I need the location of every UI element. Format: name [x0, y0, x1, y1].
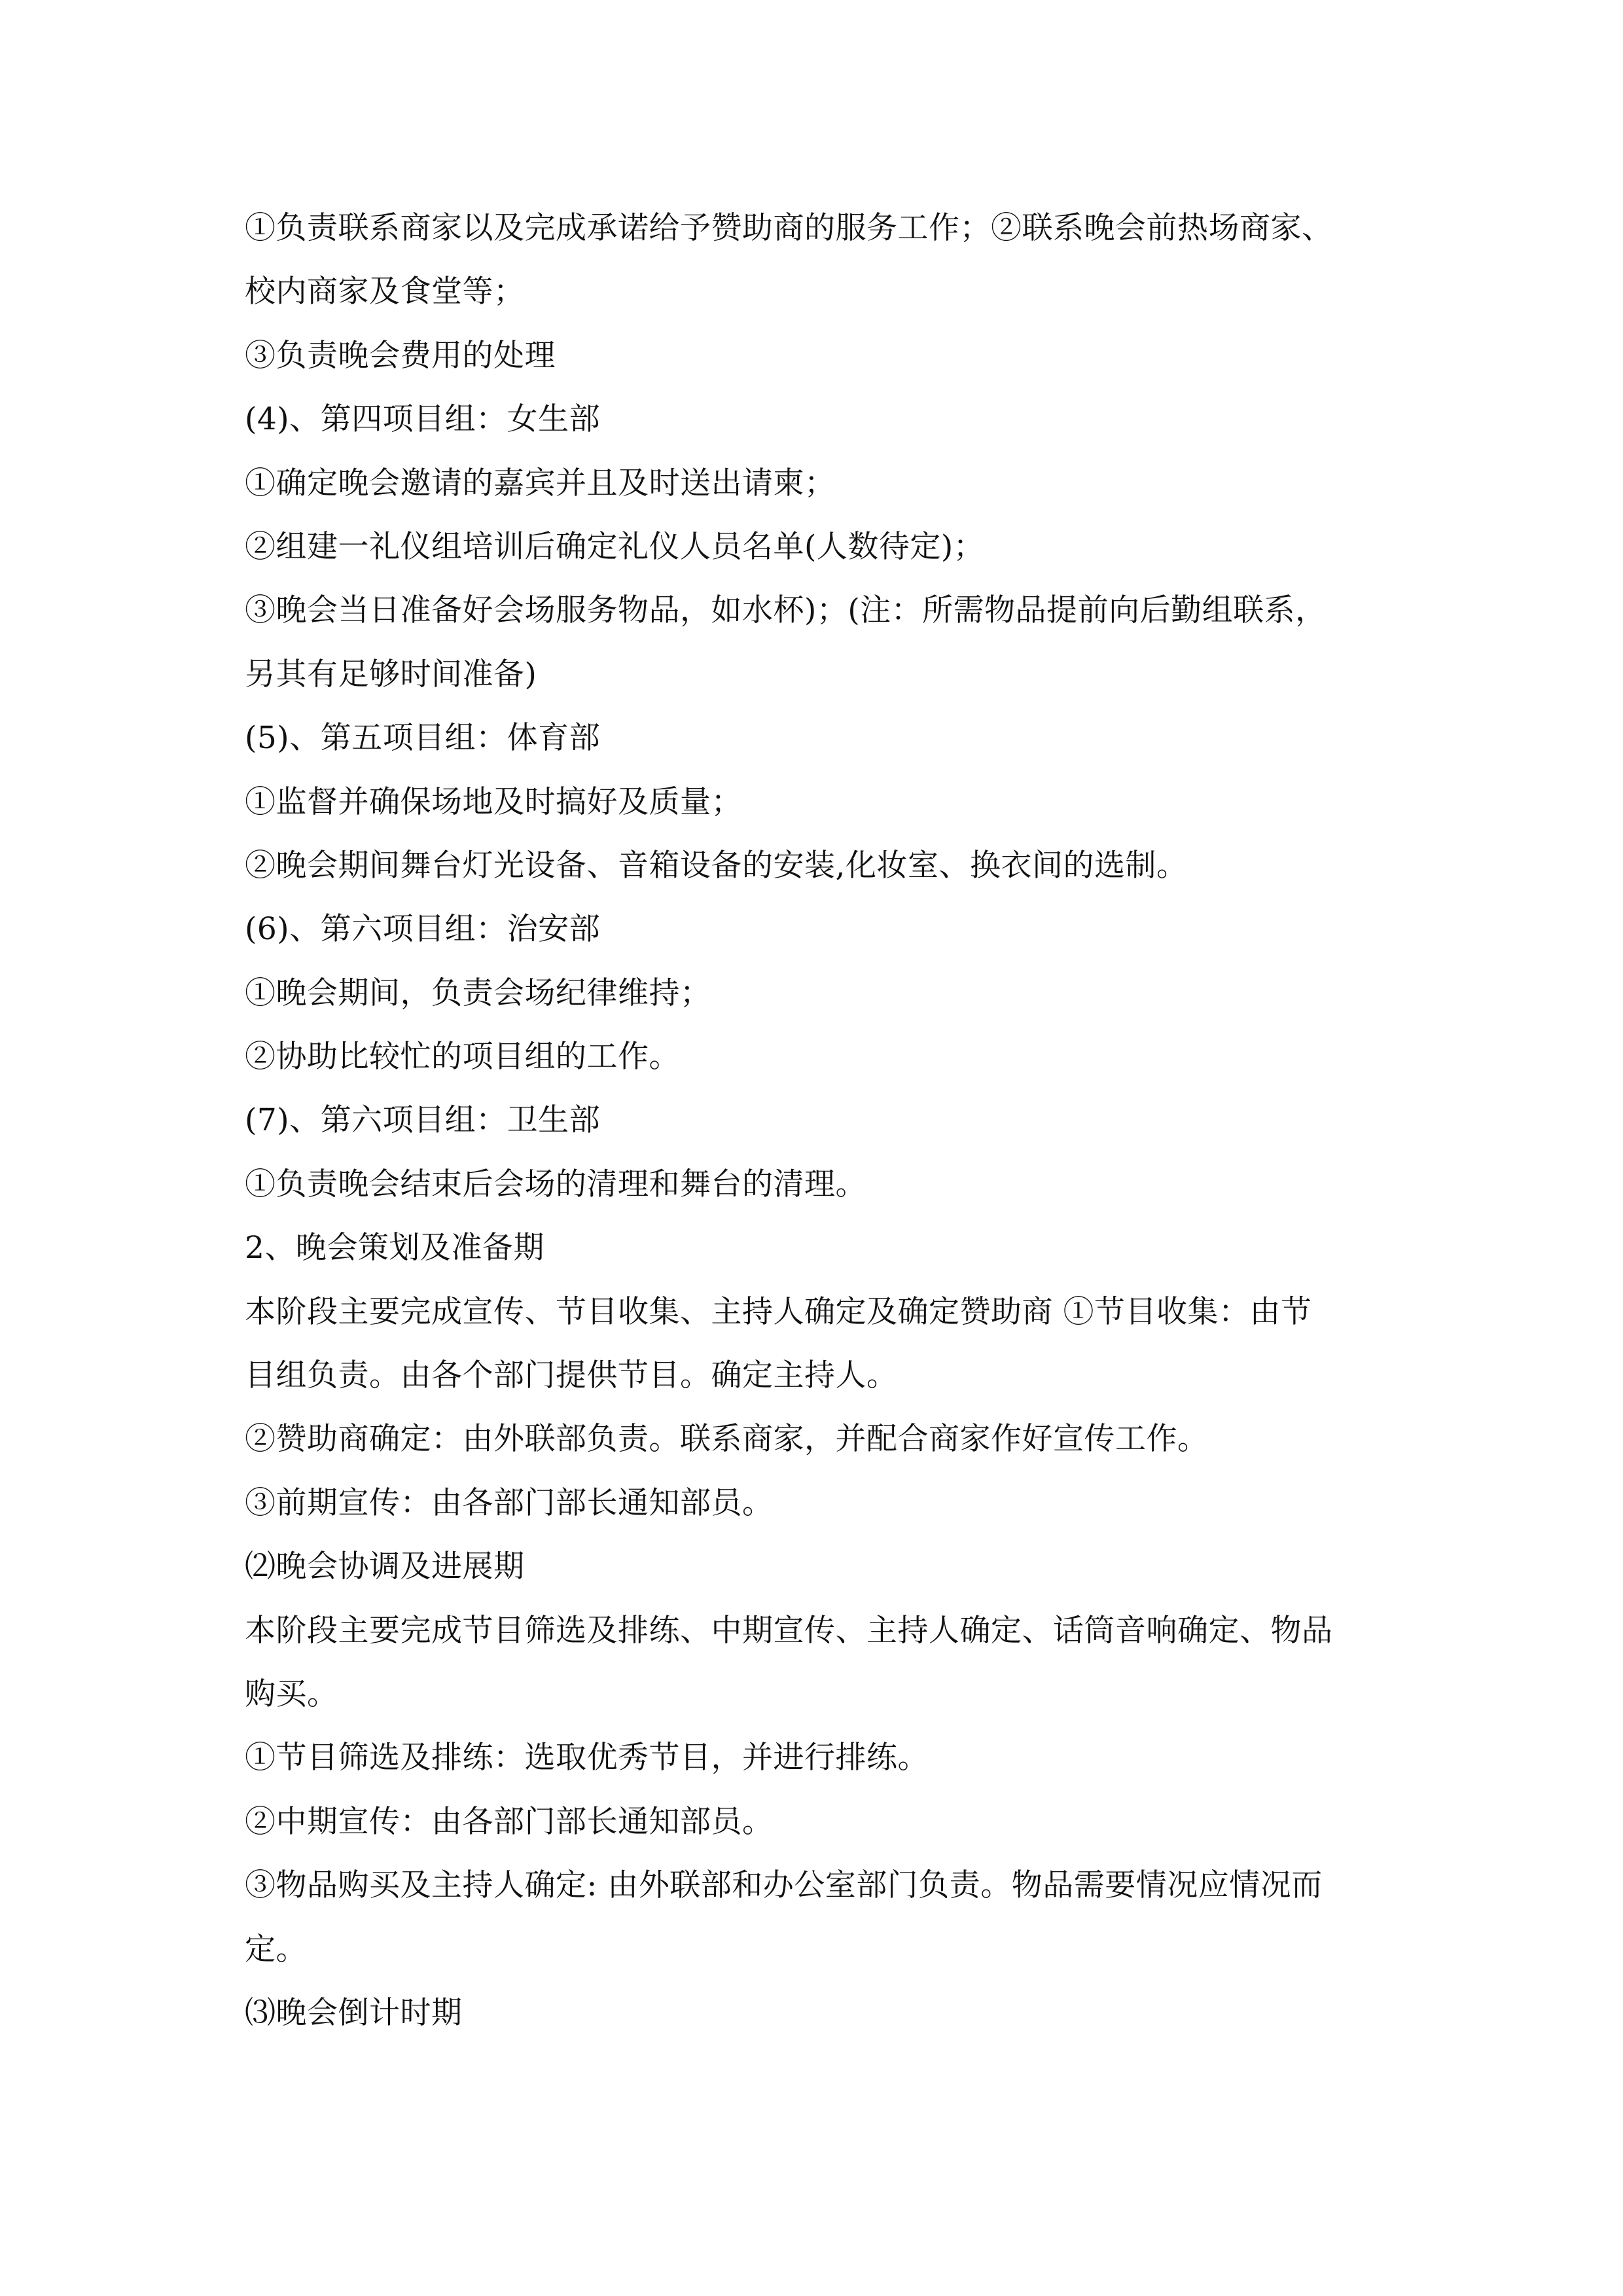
text-line: ①监督并确保场地及时搞好及质量； — [245, 783, 742, 820]
text-line: 另其有足够时间准备) — [245, 656, 537, 692]
text-line: ①确定晚会邀请的嘉宾并且及时送出请柬； — [245, 465, 836, 501]
section-heading: (6)、第六项目组：治安部 — [245, 911, 601, 948]
text-line: ③晚会当日准备好会场服务物品，如水杯)；(注：所需物品提前向后勤组联系， — [245, 592, 1327, 629]
document-body — [245, 196, 1397, 2045]
section-heading: (4)、第四项目组：女生部 — [245, 401, 601, 438]
text-line: ②晚会期间舞台灯光设备、音箱设备的安装,化妆室、换衣间的选制。 — [245, 847, 1188, 884]
text-line: ③负责晚会费用的处理 — [245, 337, 556, 374]
text-line: 目组负责。由各个部门提供节目。确定主持人。 — [245, 1357, 898, 1394]
section-heading: 2、晚会策划及准备期 — [245, 1230, 544, 1266]
text-line: 定。 — [245, 1931, 307, 1967]
text-line: ②赞助商确定：由外联部负责。联系商家，并配合商家作好宣传工作。 — [245, 1421, 1209, 1458]
text-line: ③物品购买及主持人确定: 由外联部和办公室部门负责。物品需要情况应情况而 — [245, 1867, 1323, 1904]
section-heading: ⑵晚会协调及进展期 — [245, 1549, 525, 1585]
text-line: ③前期宣传：由各部门部长通知部员。 — [245, 1484, 774, 1521]
text-line: ②组建一礼仪组培训后确定礼仪人员名单(人数待定)； — [245, 528, 985, 565]
text-line: ①节目筛选及排练：选取优秀节目，并进行排练。 — [245, 1740, 929, 1776]
text-line: 购买。 — [245, 1676, 338, 1712]
section-heading: (5)、第五项目组：体育部 — [245, 720, 601, 757]
text-line: ①负责晚会结束后会场的清理和舞台的清理。 — [245, 1166, 866, 1202]
text-line: 本阶段主要完成节目筛选及排练、中期宣传、主持人确定、话筒音响确定、物品 — [245, 1612, 1333, 1649]
text-line: ①晚会期间，负责会场纪律维持； — [245, 975, 711, 1011]
text-line: ②协助比较忙的项目组的工作。 — [245, 1039, 680, 1075]
text-line: 校内商家及食堂等； — [245, 274, 525, 310]
text-line: ②中期宣传：由各部门部长通知部员。 — [245, 1803, 774, 1840]
text-line: ①负责联系商家以及完成承诺给予赞助商的服务工作；②联系晚会前热场商家、 — [245, 210, 1333, 246]
text-line: 本阶段主要完成宣传、节目收集、主持人确定及确定赞助商 ①节目收集：由节 — [245, 1293, 1312, 1330]
section-heading: (7)、第六项目组：卫生部 — [245, 1102, 601, 1139]
section-heading: ⑶晚会倒计时期 — [245, 1994, 463, 2031]
